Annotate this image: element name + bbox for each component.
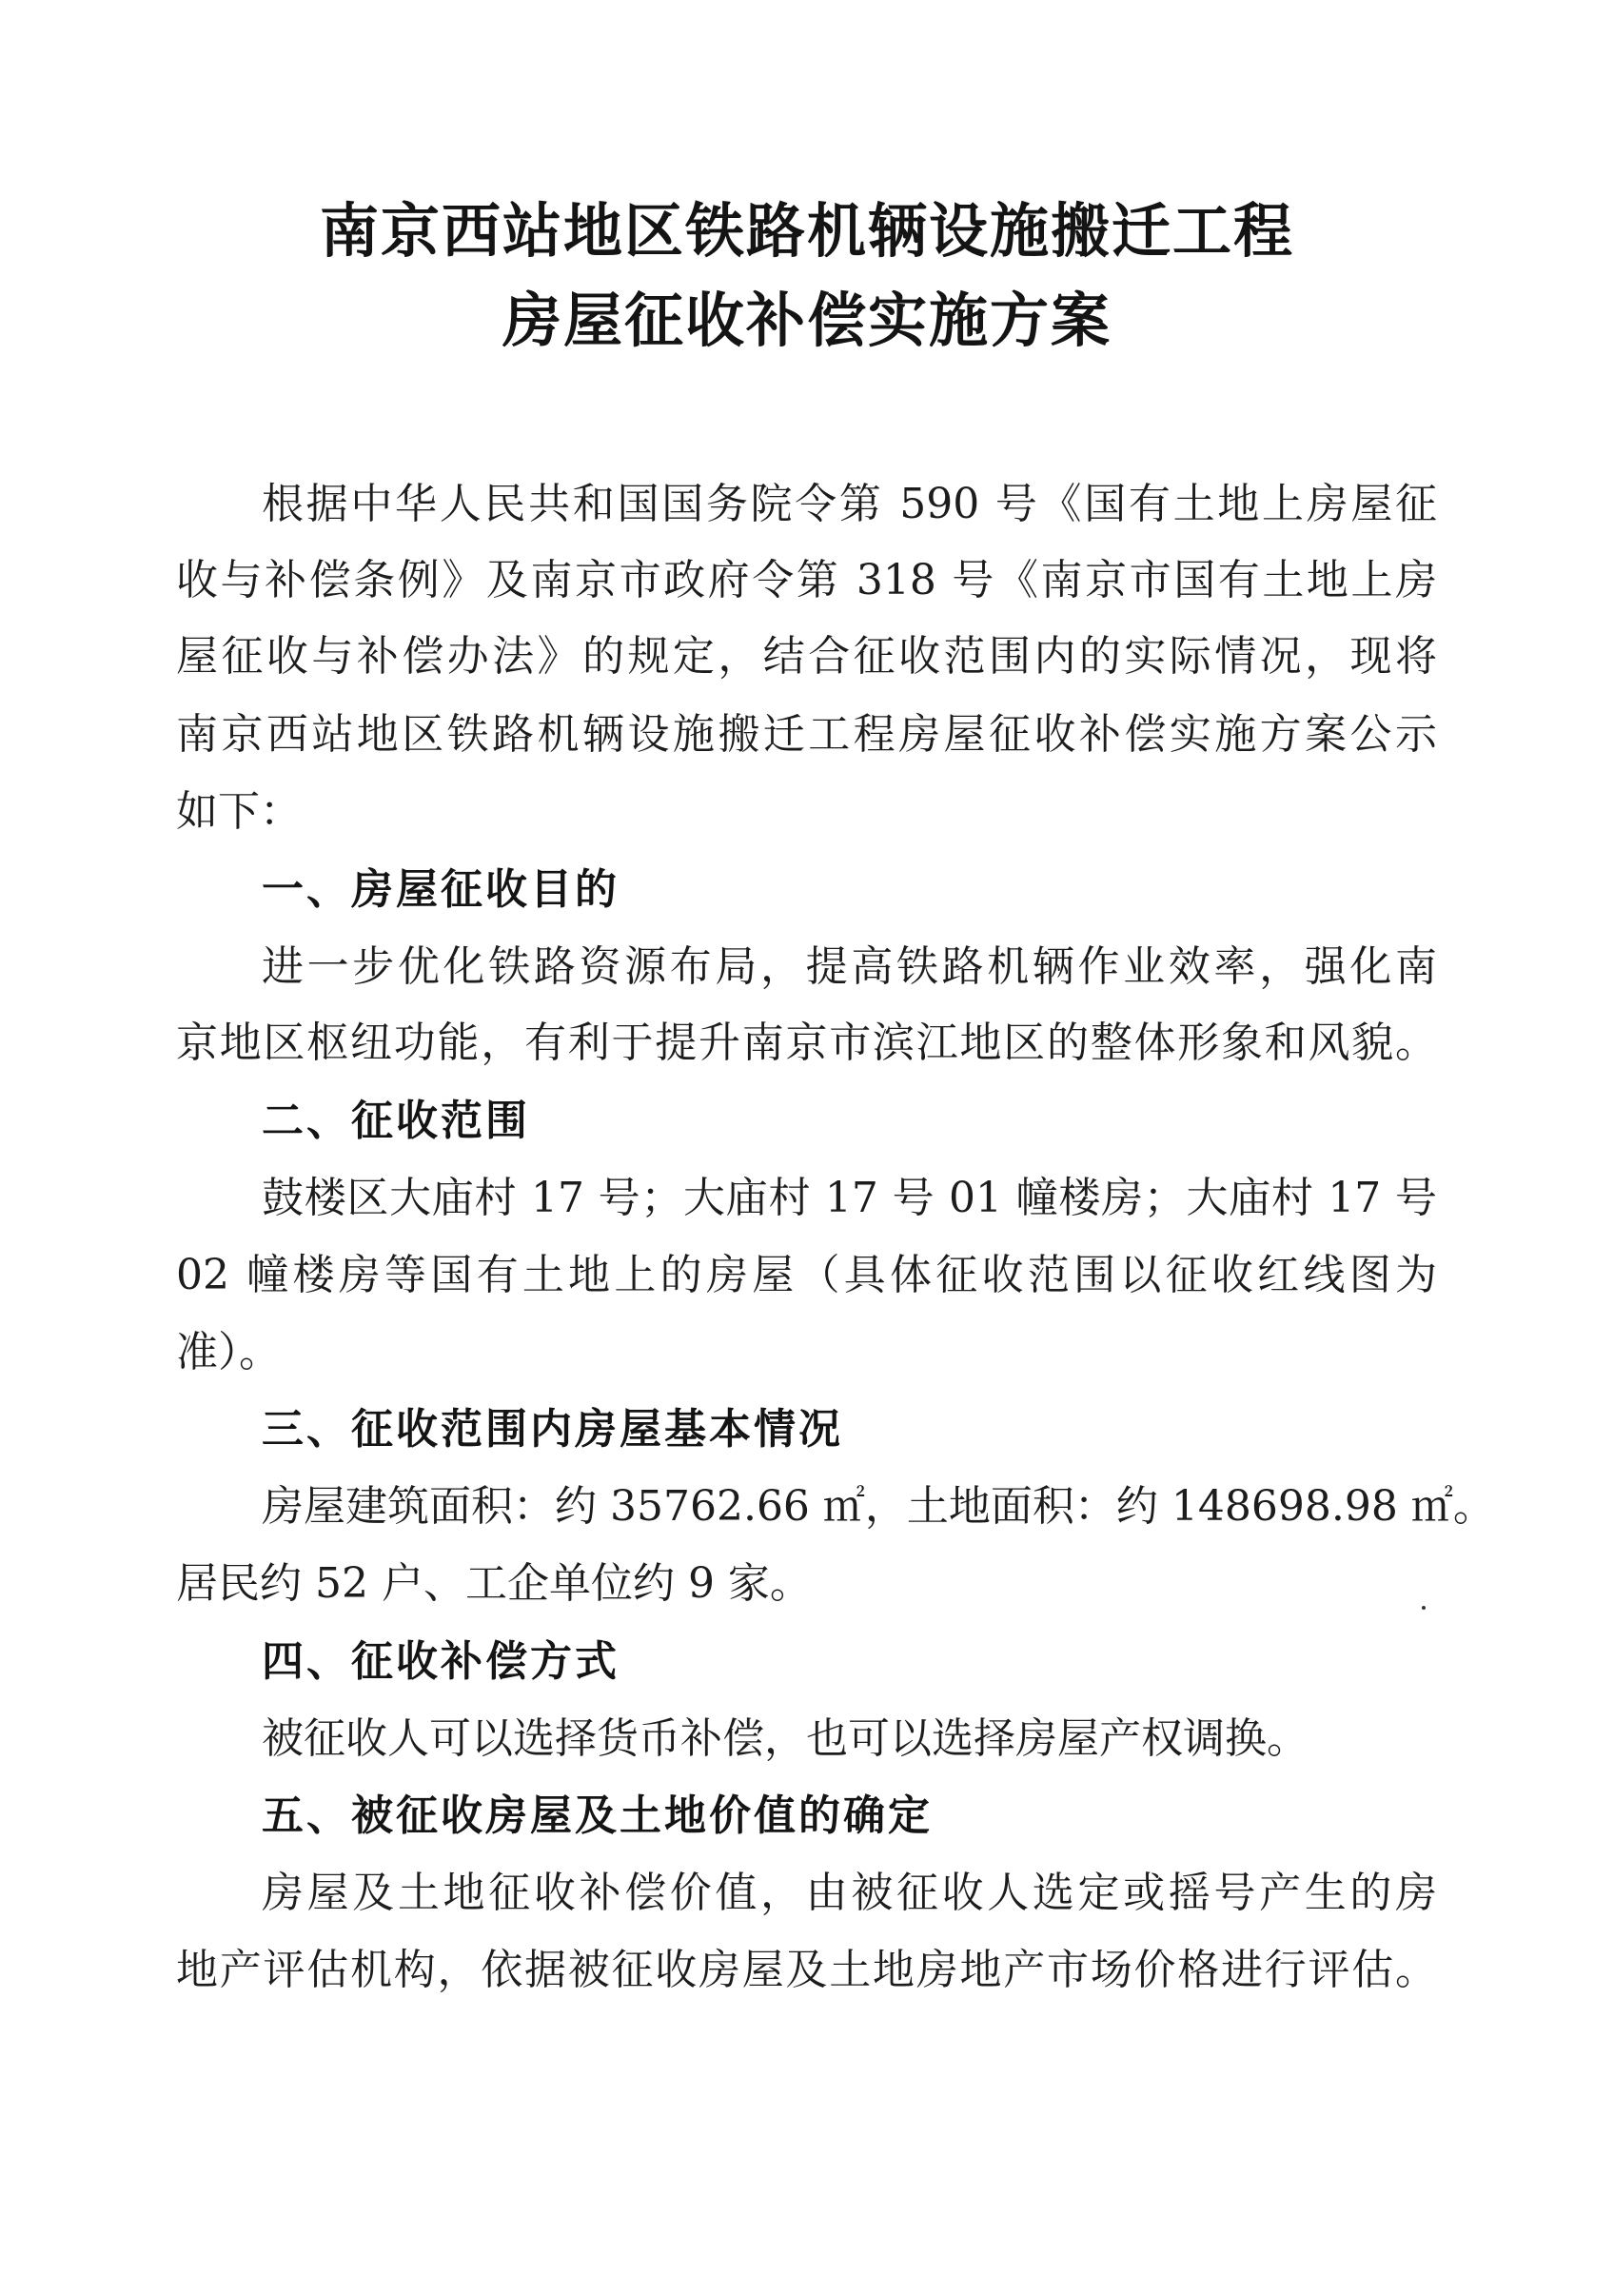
intro-line-5: 如下：	[176, 787, 302, 836]
intro-line-1: 根据中华人民共和国国务院令第 590 号《国有土地上房屋征	[262, 480, 1437, 528]
intro-line-2: 收与补偿条例》及南京市政府令第 318 号《南京市国有土地上房	[176, 556, 1437, 604]
section-3-heading: 三、征收范围内房屋基本情况	[262, 1405, 843, 1454]
section-5-heading: 五、被征收房屋及土地价值的确定	[262, 1791, 933, 1840]
section-5-line-1: 房屋及土地征收补偿价值，由被征收人选定或摇号产生的房	[262, 1869, 1437, 1917]
section-1-line-1: 进一步优化铁路资源布局，提高铁路机辆作业效率，强化南	[262, 942, 1437, 991]
section-2-line-1: 鼓楼区大庙村 17 号；大庙村 17 号 01 幢楼房；大庙村 17 号	[262, 1174, 1437, 1222]
scan-speck	[1422, 1606, 1426, 1610]
section-2-line-2: 02 幢楼房等国有土地上的房屋（具体征收范围以征收红线图为	[176, 1251, 1437, 1299]
document-title-line-2: 房屋征收补偿实施方案	[502, 286, 1112, 355]
section-1-line-2: 京地区枢纽功能，有利于提升南京市滨江地区的整体形象和风貌。	[176, 1019, 1437, 1067]
intro-line-4: 南京西站地区铁路机辆设施搬迁工程房屋征收补偿实施方案公示	[176, 710, 1437, 759]
section-4-heading: 四、征收补偿方式	[262, 1637, 620, 1686]
section-5-line-2: 地产评估机构，依据被征收房屋及土地房地产市场价格进行评估。	[176, 1946, 1437, 1994]
section-2-heading: 二、征收范围	[262, 1097, 530, 1145]
document-title-line-1: 南京西站地区铁路机辆设施搬迁工程	[319, 196, 1294, 266]
section-2-line-3: 准）。	[176, 1328, 281, 1376]
intro-line-3: 屋征收与补偿办法》的规定，结合征收范围内的实际情况，现将	[176, 632, 1437, 681]
section-1-heading: 一、房屋征收目的	[262, 865, 620, 914]
section-3-line-2: 居民约 52 户、工企单位约 9 家。	[176, 1559, 812, 1608]
section-4-line-1: 被征收人可以选择货币补偿，也可以选择房屋产权调换。	[262, 1714, 1309, 1763]
section-3-line-1: 房屋建筑面积：约 35762.66 ㎡，土地面积：约 148698.98 ㎡。	[262, 1482, 1495, 1531]
